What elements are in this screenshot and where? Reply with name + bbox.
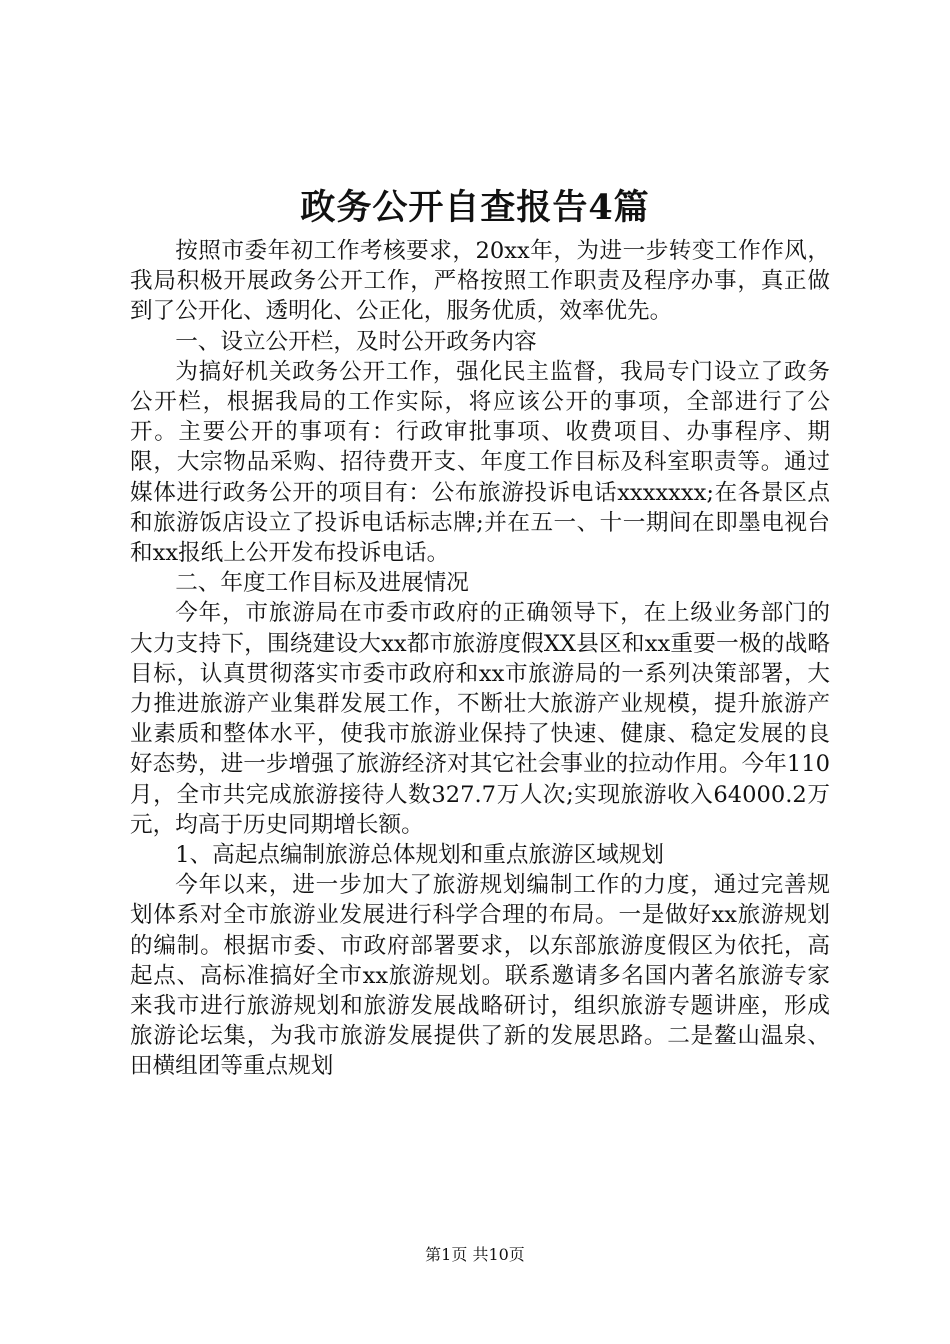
page-footer: 第1页 共10页	[425, 1245, 525, 1264]
document-title: 政务公开自查报告4篇	[300, 187, 650, 228]
section-heading-1: 一、设立公开栏，及时公开政务内容	[175, 328, 537, 355]
section-2-paragraph: 今年，市旅游局在市委市政府的正确领导下，在上级业务部门的大力支持下，围绕建设大xx都市旅游度假XX县区和xx重要一极的战略目标，认真贯彻落实市委市政府和xx市旅游局的一系列决策部署，大力推进旅游产业集群发展工作，不断壮大旅游产业规模，提升旅游产业素质和整体水平，使我市旅游业保持了快速、健康、稳定发展的良好态势，进一步增强了旅游经济对其它社会事业的拉动作用。今年110月，全市共完成旅游接待人数327.7万人次;实现旅游收入64000.2万元，均高于历史同期增长额。	[130, 600, 830, 838]
subsection-heading-1: 1、高起点编制旅游总体规划和重点旅游区域规划	[175, 842, 665, 869]
subsection-1-paragraph: 今年以来，进一步加大了旅游规划编制工作的力度，通过完善规划体系对全市旅游业发展进行科学合理的布局。一是做好xx旅游规划的编制。根据市委、市政府部署要求，以东部旅游度假区为依托，高起点、高标准搞好全市xx旅游规划。联系邀请多名国内著名旅游专家来我市进行旅游规划和旅游发展战略研讨，组织旅游专题讲座，形成旅游论坛集，为我市旅游发展提供了新的发展思路。二是鳌山温泉、田横组团等重点规划	[130, 872, 830, 1080]
intro-paragraph: 按照市委年初工作考核要求，20xx年，为进一步转变工作作风，我局积极开展政务公开工作，严格按照工作职责及程序办事，真正做到了公开化、透明化、公正化，服务优质，效率优先。	[130, 238, 830, 325]
section-heading-2: 二、年度工作目标及进展情况	[175, 570, 469, 597]
document-body	[130, 236, 830, 1082]
section-1-paragraph: 为搞好机关政务公开工作，强化民主监督，我局专门设立了政务公开栏，根据我局的工作实际，将应该公开的事项，全部进行了公开。主要公开的事项有：行政审批事项、收费项目、办事程序、期限，大宗物品采购、招待费开支、年度工作目标及科室职责等。通过媒体进行政务公开的项目有：公布旅游投诉电话xxxxxxx;在各景区点和旅游饭店设立了投诉电话标志牌;并在五一、十一期间在即墨电视台和xx报纸上公开发布投诉电话。	[130, 358, 830, 567]
